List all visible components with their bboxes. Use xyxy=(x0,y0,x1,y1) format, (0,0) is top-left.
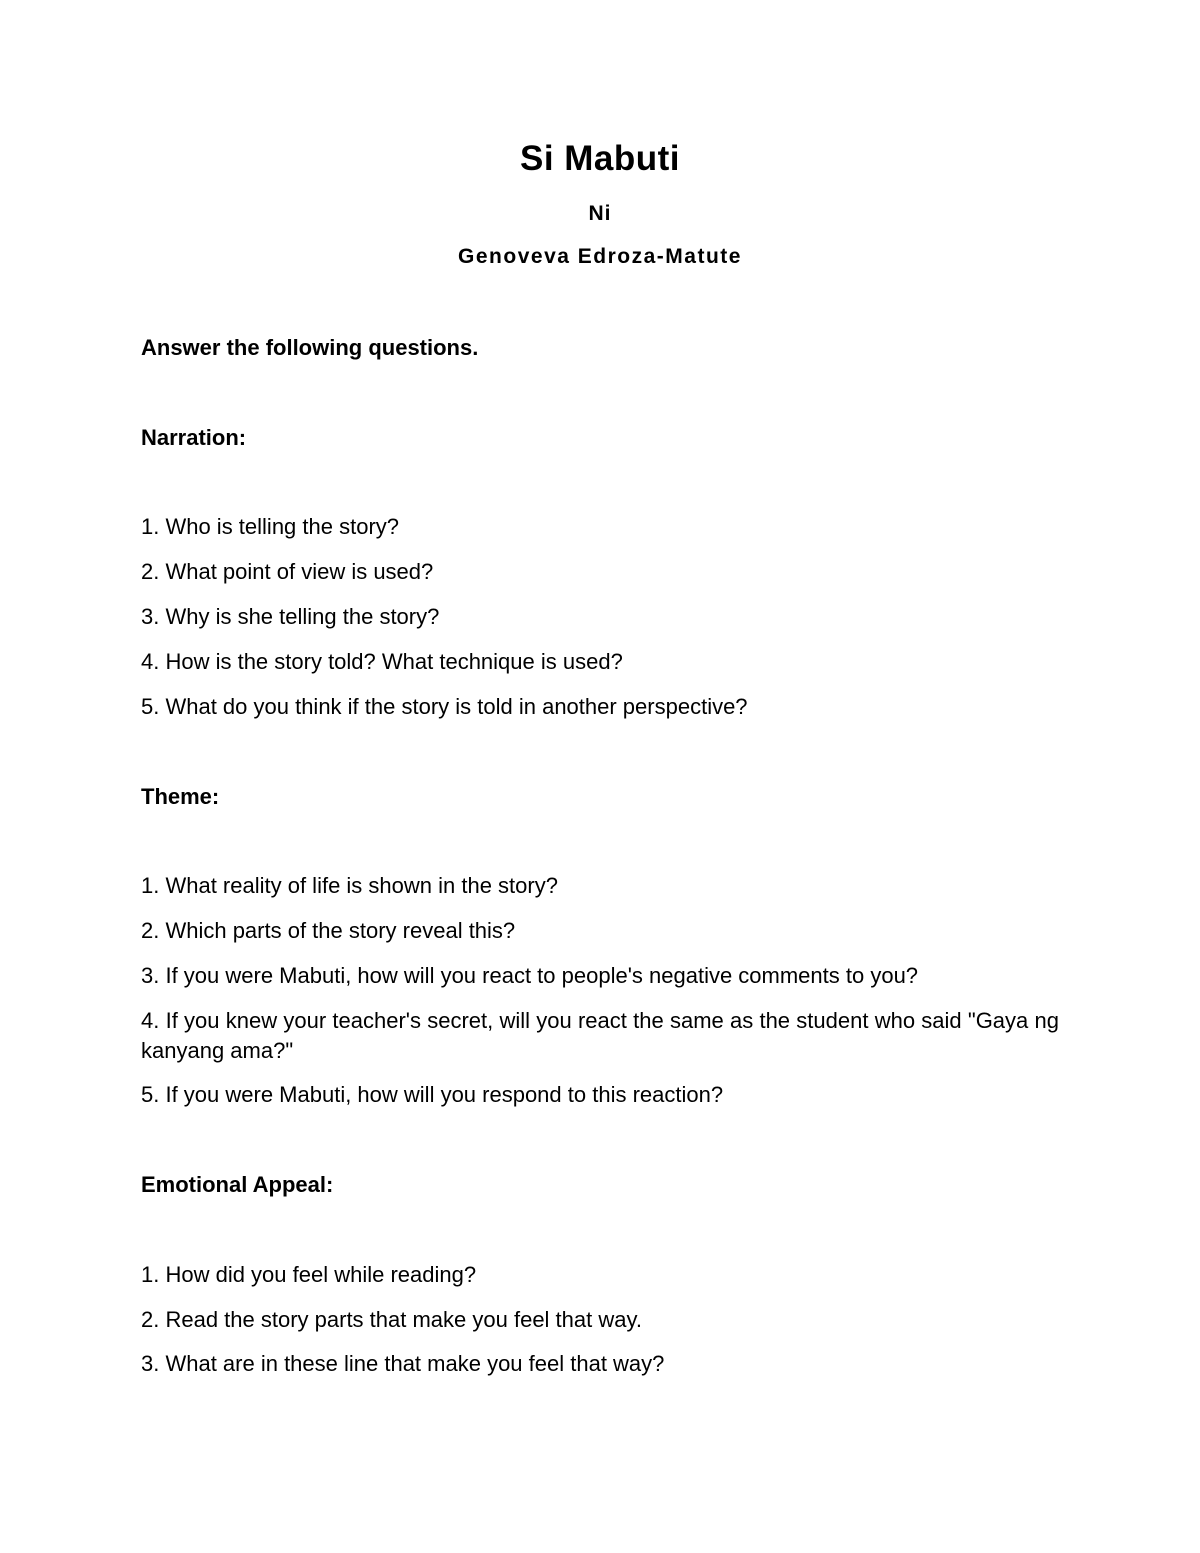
instruction-text: Answer the following questions. xyxy=(141,335,479,360)
byline: Ni xyxy=(588,202,612,225)
question-item: 2. Which parts of the story reveal this? xyxy=(141,918,516,943)
section-heading-emotional-appeal: Emotional Appeal: xyxy=(141,1172,334,1197)
question-item: 1. Who is telling the story? xyxy=(141,514,400,539)
question-item: 2. Read the story parts that make you feel that way. xyxy=(141,1307,642,1332)
question-item: 3. If you were Mabuti, how will you react to people's negative comments to you? xyxy=(141,963,919,988)
question-item: 3. What are in these line that make you feel that way? xyxy=(141,1351,665,1376)
question-item: 2. What point of view is used? xyxy=(141,559,434,584)
author-name: Genoveva Edroza-Matute xyxy=(458,245,742,268)
question-item: 4. If you knew your teacher's secret, will you react the same as the student who said "Gaya ng kanyang ama?" xyxy=(141,1008,1059,1063)
question-item: 3. Why is she telling the story? xyxy=(141,604,440,629)
question-item: 4. How is the story told? What technique is used? xyxy=(141,649,623,674)
question-item: 5. What do you think if the story is told in another perspective? xyxy=(141,694,748,719)
question-item: 1. What reality of life is shown in the story? xyxy=(141,873,558,898)
question-item: 5. If you were Mabuti, how will you respond to this reaction? xyxy=(141,1082,724,1107)
document-title: Si Mabuti xyxy=(519,139,681,178)
section-heading-narration: Narration: xyxy=(141,425,247,450)
section-heading-theme: Theme: xyxy=(141,784,220,809)
question-item: 1. How did you feel while reading? xyxy=(141,1262,477,1287)
